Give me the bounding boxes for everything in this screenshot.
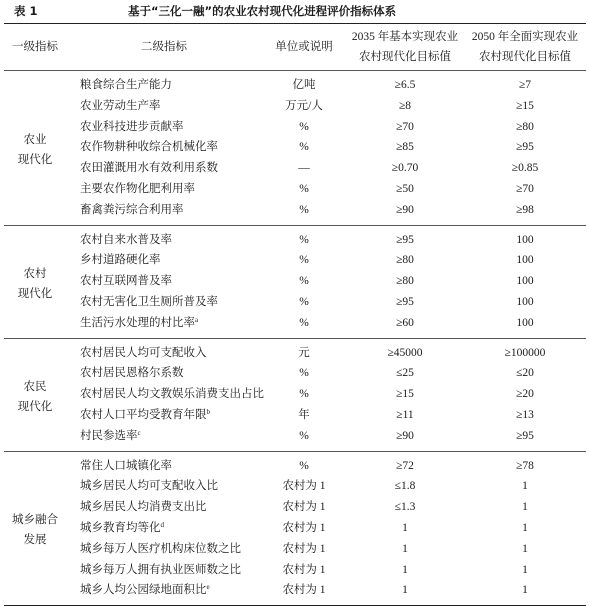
- table-row: [4, 250, 586, 271]
- indicator-cell: [66, 518, 262, 539]
- indicator-cell: [66, 338, 262, 363]
- indicator-label: 农村互联网普及率: [80, 275, 172, 288]
- header-2035-line1: 2035 年基本实现农业: [351, 31, 459, 43]
- table-row: [4, 451, 586, 476]
- table-row: [4, 313, 586, 338]
- target-2035-cell: ≥80: [396, 275, 414, 288]
- target-2035-cell: 1: [402, 584, 408, 597]
- table-row: [4, 497, 586, 518]
- target-2050-cell: 1: [522, 521, 528, 534]
- target-2050-cell: 100: [516, 316, 534, 329]
- unit-cell: 农村为 1: [282, 521, 326, 534]
- indicator-cell: [66, 580, 262, 605]
- table-row: [4, 71, 586, 96]
- unit-cell: —: [298, 162, 310, 175]
- table-row: [4, 271, 586, 292]
- table-row: [4, 476, 586, 497]
- target-2035-cell: 1: [402, 563, 408, 576]
- unit-cell: 农村为 1: [282, 542, 326, 555]
- indicator-label: 农村居民人均可支配收入: [80, 346, 207, 359]
- target-2050-cell: ≥0.85: [511, 162, 539, 175]
- indicator-cell: [66, 363, 262, 384]
- category-label-line: 城乡融合: [12, 514, 58, 527]
- target-2035-cell: ≥0.70: [391, 162, 419, 175]
- target-2050-cell: ≥78: [516, 459, 534, 472]
- indicator-label: 农村人口平均受教育年限: [80, 408, 207, 421]
- indicator-label: 主要农作物化肥利用率: [80, 182, 195, 195]
- indicator-cell: [66, 560, 262, 581]
- footnote-marker: b: [206, 407, 210, 416]
- target-2035-cell: ≥6.5: [394, 79, 416, 91]
- indicator-cell: [66, 200, 262, 225]
- indicator-label: 城乡教育均等化: [80, 521, 161, 534]
- target-2050-cell: ≥100000: [504, 346, 546, 359]
- target-2050-cell: ≥7: [518, 79, 532, 91]
- target-2035-cell: ≤25: [396, 367, 414, 380]
- target-2035-cell: ≤1.3: [394, 501, 416, 514]
- indicator-cell: [66, 137, 262, 158]
- indicator-label: 农业科技进步贡献率: [80, 120, 184, 133]
- unit-cell: %: [299, 388, 309, 401]
- unit-cell: %: [299, 275, 309, 288]
- unit-cell: %: [299, 429, 309, 442]
- unit-cell: %: [299, 203, 309, 216]
- table-row: [4, 518, 586, 539]
- indicator-cell: [66, 476, 262, 497]
- target-2050-cell: 1: [522, 542, 528, 555]
- target-2035-cell: ≥50: [396, 182, 414, 195]
- header-level1: 一级指标: [4, 24, 66, 71]
- table-row: [4, 158, 586, 179]
- category-label-line: 农村: [23, 267, 47, 280]
- footnote-marker: c: [137, 428, 141, 437]
- category-label-line: 现代化: [17, 400, 53, 413]
- indicator-cell: [66, 271, 262, 292]
- category-cell: [4, 225, 66, 338]
- footnote-marker: d: [160, 520, 164, 529]
- unit-cell: %: [299, 254, 309, 267]
- target-2035-cell: ≥70: [396, 120, 414, 133]
- unit-cell: 年: [298, 408, 310, 421]
- indicator-cell: [66, 179, 262, 200]
- indicator-cell: [66, 497, 262, 518]
- target-2035-cell: ≥11: [396, 408, 414, 421]
- table-number: 表 1: [14, 4, 38, 18]
- indicator-label: 村民参选率: [80, 429, 138, 442]
- indicator-cell: [66, 96, 262, 117]
- indicator-cell: [66, 71, 262, 96]
- table-row: [4, 137, 586, 158]
- indicator-group: [4, 451, 586, 606]
- target-2035-cell: ≥15: [396, 388, 414, 401]
- unit-cell: %: [299, 233, 309, 246]
- table-row: [4, 560, 586, 581]
- indicator-cell: [66, 426, 262, 451]
- category-cell: [4, 451, 66, 606]
- category-cell: [4, 338, 66, 451]
- indicator-label: 生活污水处理的村比率: [80, 316, 195, 329]
- target-2050-cell: ≥70: [516, 182, 534, 195]
- indicator-label: 畜禽粪污综合利用率: [80, 203, 184, 216]
- indicator-label: 农村居民人均文教娱乐消费支出占比: [80, 388, 264, 401]
- indicator-cell: [66, 539, 262, 560]
- unit-cell: 亿吨: [292, 79, 316, 91]
- target-2050-cell: ≤20: [516, 367, 534, 380]
- unit-cell: %: [299, 295, 309, 308]
- indicator-group: [4, 71, 586, 226]
- indicator-label: 常住人口城镇化率: [80, 459, 172, 472]
- indicator-label: 农业劳动生产率: [80, 99, 161, 112]
- indicator-label: 城乡人均公园绿地面积比: [80, 584, 207, 597]
- footnote-marker: e: [206, 583, 210, 592]
- indicator-label: 城乡居民人均可支配收入比: [80, 480, 218, 493]
- indicator-cell: [66, 313, 262, 338]
- indicator-cell: [66, 405, 262, 426]
- table-caption: [0, 2, 590, 20]
- indicator-label: 粮食综合生产能力: [80, 79, 172, 91]
- unit-cell: 农村为 1: [282, 501, 326, 514]
- table-row: [4, 200, 586, 225]
- category-label-line: 现代化: [17, 153, 53, 166]
- target-2050-cell: 100: [516, 275, 534, 288]
- table-row: [4, 179, 586, 200]
- unit-cell: %: [299, 316, 309, 329]
- target-2050-cell: ≥20: [516, 388, 534, 401]
- indicator-label: 农村居民恩格尔系数: [80, 367, 184, 380]
- unit-cell: 农村为 1: [282, 563, 326, 576]
- indicator-group: [4, 338, 586, 451]
- target-2050-cell: 1: [522, 584, 528, 597]
- table-row: [4, 384, 586, 405]
- indicator-cell: [66, 250, 262, 271]
- target-2050-cell: ≥80: [516, 120, 534, 133]
- target-2050-cell: 1: [522, 563, 528, 576]
- unit-cell: %: [299, 120, 309, 133]
- unit-cell: %: [299, 141, 309, 154]
- table-title: 基于“三化一融”的农业农村现代化进程评价指标体系: [128, 4, 397, 18]
- category-label-line: 农业: [23, 133, 47, 146]
- category-label-line: 发展: [23, 534, 47, 547]
- target-2035-cell: ≥95: [396, 295, 414, 308]
- table-row: [4, 426, 586, 451]
- header-row: [4, 24, 586, 71]
- target-2035-cell: ≥8: [398, 99, 412, 112]
- indicator-label: 农村无害化卫生厕所普及率: [80, 295, 218, 308]
- indicator-label: 农作物耕种收综合机械化率: [80, 141, 218, 154]
- target-2050-cell: 1: [522, 501, 528, 514]
- header-2050-line2: 农村现代化目标值: [479, 51, 571, 63]
- unit-cell: 万元/人: [285, 99, 323, 112]
- footnote-marker: a: [195, 315, 199, 324]
- table-row: [4, 96, 586, 117]
- indicator-cell: [66, 117, 262, 138]
- target-2035-cell: ≥80: [396, 254, 414, 267]
- target-2050-cell: 100: [516, 254, 534, 267]
- indicator-label: 城乡居民人均消费支出比: [80, 501, 207, 514]
- target-2050-cell: ≥95: [516, 429, 534, 442]
- unit-cell: %: [299, 367, 309, 380]
- unit-cell: %: [299, 459, 309, 472]
- header-2050: [464, 24, 586, 71]
- indicator-cell: [66, 225, 262, 250]
- unit-cell: 农村为 1: [282, 584, 326, 597]
- target-2050-cell: ≥15: [516, 99, 534, 112]
- target-2050-cell: 1: [522, 480, 528, 493]
- target-2035-cell: ≥90: [396, 203, 414, 216]
- target-2035-cell: ≥60: [396, 316, 414, 329]
- indicator-label: 乡村道路硬化率: [80, 254, 161, 267]
- target-2035-cell: ≥90: [396, 429, 414, 442]
- target-2035-cell: ≥95: [396, 233, 414, 246]
- header-2050-line1: 2050 年全面实现农业: [471, 31, 579, 43]
- header-level2: 二级指标: [66, 24, 262, 71]
- target-2035-cell: ≥72: [396, 459, 414, 472]
- target-2035-cell: ≥85: [396, 141, 414, 154]
- indicator-label: 城乡每万人拥有执业医师数之比: [80, 563, 241, 576]
- target-2050-cell: 100: [516, 233, 534, 246]
- table-row: [4, 225, 586, 250]
- target-2050-cell: ≥13: [516, 408, 534, 421]
- indicator-table: [4, 23, 586, 606]
- target-2050-cell: 100: [516, 295, 534, 308]
- indicator-label: 农村自来水普及率: [80, 233, 172, 246]
- indicator-group: [4, 225, 586, 338]
- table-row: [4, 405, 586, 426]
- target-2035-cell: ≤1.8: [394, 480, 416, 493]
- indicator-cell: [66, 451, 262, 476]
- table-row: [4, 539, 586, 560]
- header-unit: 单位或说明: [262, 24, 346, 71]
- table-row: [4, 117, 586, 138]
- header-2035: [346, 24, 464, 71]
- indicator-cell: [66, 292, 262, 313]
- target-2035-cell: 1: [402, 542, 408, 555]
- indicator-label: 农田灌溉用水有效利用系数: [80, 162, 218, 175]
- table-row: [4, 292, 586, 313]
- indicator-label: 城乡每万人医疗机构床位数之比: [80, 542, 241, 555]
- target-2035-cell: 1: [402, 521, 408, 534]
- category-cell: [4, 71, 66, 226]
- unit-cell: %: [299, 182, 309, 195]
- category-label-line: 现代化: [17, 287, 53, 300]
- target-2050-cell: ≥95: [516, 141, 534, 154]
- target-2050-cell: ≥98: [516, 203, 534, 216]
- table-row: [4, 338, 586, 363]
- table-row: [4, 580, 586, 605]
- indicator-cell: [66, 158, 262, 179]
- unit-cell: 元: [298, 346, 310, 359]
- table-row: [4, 363, 586, 384]
- header-2035-line2: 农村现代化目标值: [359, 51, 451, 63]
- category-label-line: 农民: [23, 380, 47, 393]
- indicator-cell: [66, 384, 262, 405]
- target-2035-cell: ≥45000: [387, 346, 423, 359]
- unit-cell: 农村为 1: [282, 480, 326, 493]
- table-header: [4, 24, 586, 71]
